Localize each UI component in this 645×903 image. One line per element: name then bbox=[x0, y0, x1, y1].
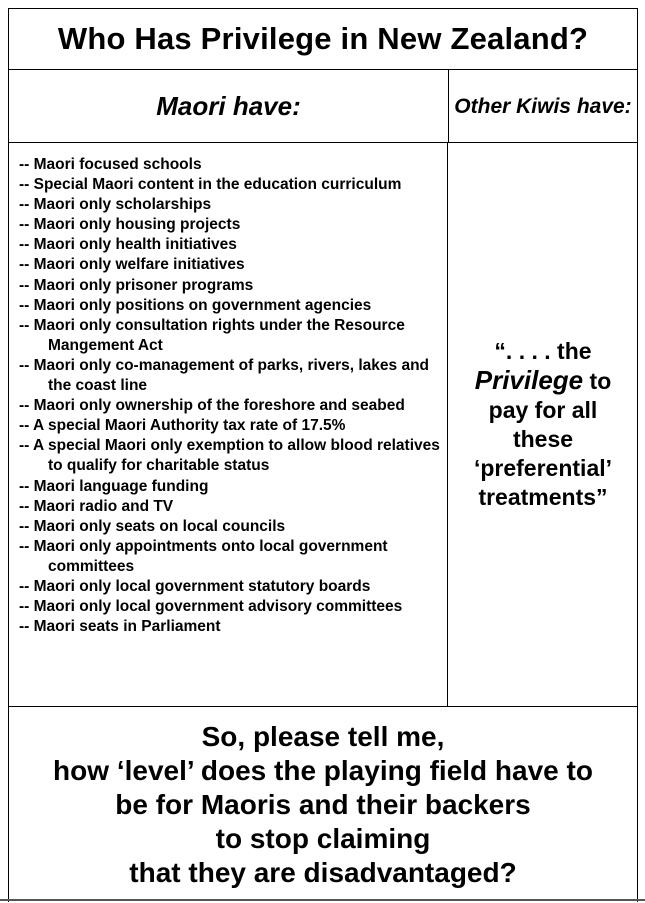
header-row bbox=[9, 70, 637, 143]
list-item: -- Maori only health initiatives bbox=[19, 236, 237, 254]
maori-have-header: Maori have: bbox=[9, 70, 449, 142]
quote-emphasis: Privilege bbox=[474, 365, 584, 395]
list-item: -- Maori language funding bbox=[19, 477, 209, 495]
footer-line: be for Maoris and their backers bbox=[115, 789, 531, 820]
list-item: -- Maori only co-management of parks, rivers, lakes and the coast line bbox=[19, 356, 430, 395]
footer-line: to stop claiming bbox=[215, 823, 431, 854]
list-item: -- Maori only consultation rights under the Resource Mangement Act bbox=[19, 316, 405, 354]
closing-question bbox=[9, 707, 637, 903]
title-row bbox=[9, 9, 637, 70]
maori-privilege-list bbox=[19, 155, 447, 637]
footer-line: So, please tell me, bbox=[201, 721, 445, 752]
bottom-divider bbox=[0, 899, 645, 901]
list-item: -- A special Maori only exemption to allow blood relatives to qualify for charitable status bbox=[19, 437, 440, 475]
list-item: -- Maori only ownership of the foreshore and seabed bbox=[19, 397, 405, 415]
footer-line: how ‘level’ does the playing field have to bbox=[53, 755, 593, 786]
maori-list-cell bbox=[9, 143, 448, 706]
quote-line: pay for all bbox=[488, 397, 598, 423]
quote-line: treatments” bbox=[478, 484, 608, 510]
list-item: -- Maori focused schools bbox=[19, 156, 202, 173]
page-title: Who Has Privilege in New Zealand? bbox=[57, 21, 589, 56]
poster-frame bbox=[8, 8, 638, 902]
list-item: -- Maori seats in Parliament bbox=[19, 618, 221, 636]
list-item: -- Special Maori content in the education curriculum bbox=[19, 176, 402, 194]
other-kiwis-header: Other Kiwis have: bbox=[454, 94, 632, 118]
list-item: -- Maori only housing projects bbox=[19, 216, 241, 234]
other-kiwis-quote bbox=[449, 143, 637, 706]
list-item: -- Maori only scholarships bbox=[19, 196, 212, 214]
comparison-row bbox=[9, 143, 637, 707]
list-item: -- Maori only seats on local councils bbox=[19, 517, 286, 535]
list-item: -- Maori radio and TV bbox=[19, 497, 174, 515]
quote-word: to bbox=[589, 368, 612, 394]
list-item: -- Maori only prisoner programs bbox=[19, 276, 254, 294]
quote-line: these bbox=[512, 426, 574, 452]
list-item: -- A special Maori Authority tax rate of 17.5% bbox=[19, 417, 346, 435]
quote-line: “. . . . the bbox=[494, 338, 592, 364]
list-item: -- Maori only welfare initiatives bbox=[19, 256, 245, 274]
list-item: -- Maori only positions on government agencies bbox=[19, 296, 372, 314]
quote-line: ‘preferential’ bbox=[473, 455, 613, 481]
quote-line bbox=[474, 366, 612, 396]
footer-line: that they are disadvantaged? bbox=[129, 857, 517, 888]
list-item: -- Maori only appointments onto local government committees bbox=[19, 537, 388, 575]
list-item: -- Maori only local government advisory committees bbox=[19, 598, 403, 616]
list-item: -- Maori only local government statutory boards bbox=[19, 577, 371, 595]
